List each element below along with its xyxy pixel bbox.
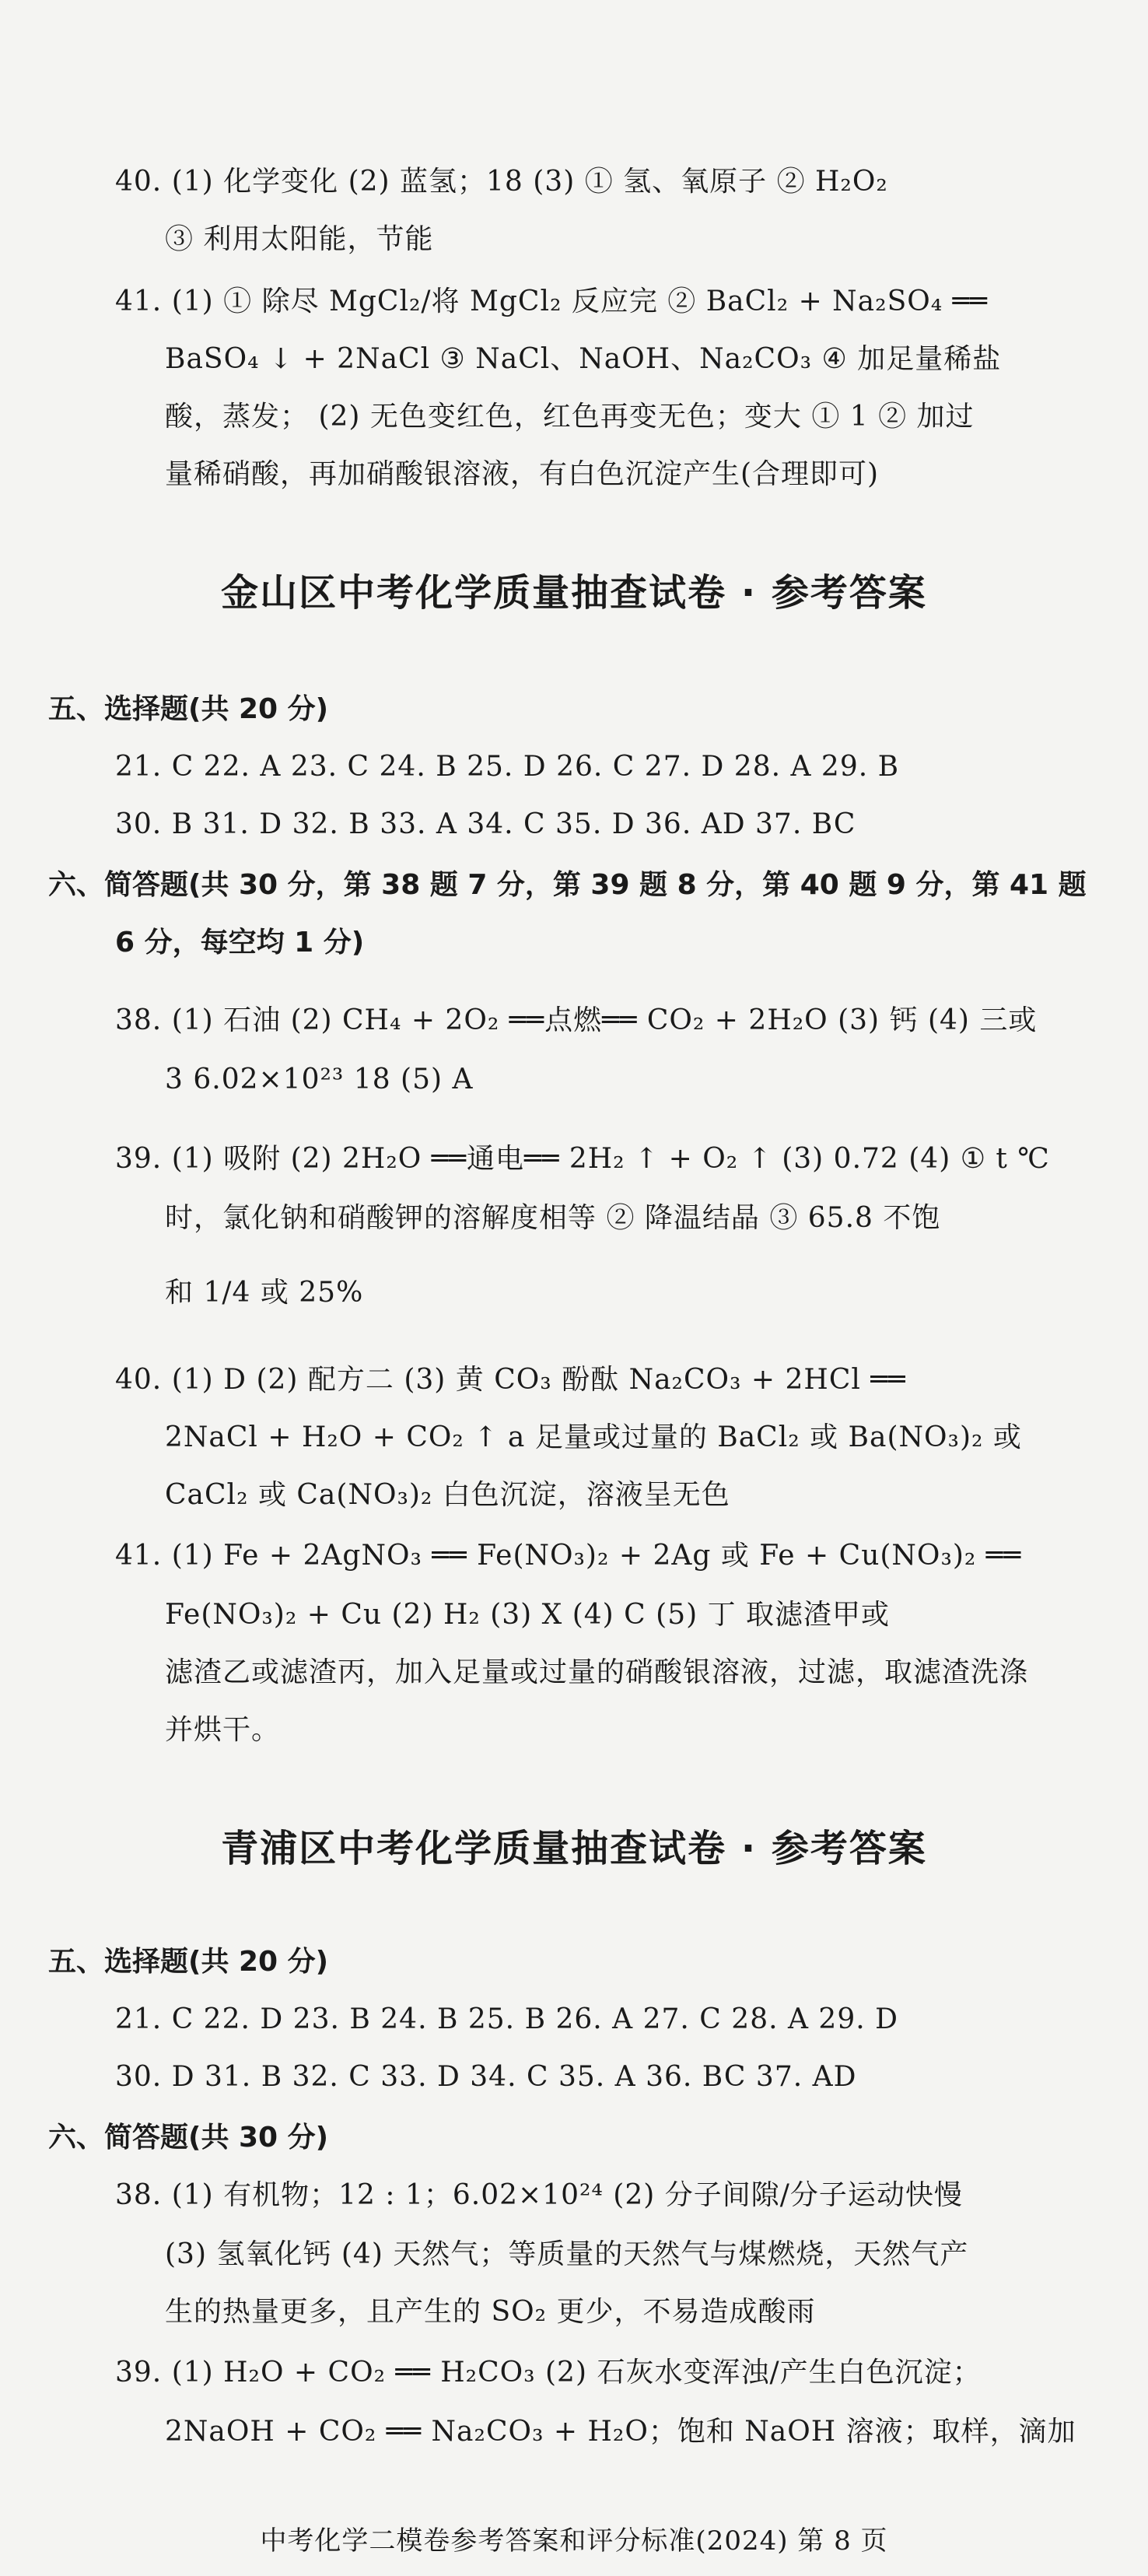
- section-heading-qingpu: 青浦区中考化学质量抽查试卷 · 参考答案: [221, 1827, 927, 1870]
- answer-line: 生的热量更多，且产生的 SO₂ 更少，不易造成酸雨: [165, 2296, 816, 2328]
- answer-line: 21. C 22. D 23. B 24. B 25. B 26. A 27. C 28. A 29. D: [115, 2003, 898, 2035]
- answer-line: 酸，蒸发； (2) 无色变红色，红色再变无色；变大 ① 1 ② 加过: [165, 401, 975, 433]
- answer-line: 38. (1) 石油 (2) CH₄ + 2O₂ ══点燃══ CO₂ + 2H₂O (3) 钙 (4) 三或: [115, 1004, 1038, 1036]
- answer-line: 2NaOH + CO₂ ══ Na₂CO₃ + H₂O；饱和 NaOH 溶液；取样，滴加: [165, 2416, 1076, 2448]
- answer-line: 39. (1) 吸附 (2) 2H₂O ══通电══ 2H₂ ↑ + O₂ ↑ (3) 0.72 (4) ① t ℃: [115, 1143, 1050, 1175]
- section-heading-jinshan: 金山区中考化学质量抽查试卷 · 参考答案: [221, 571, 927, 615]
- answer-line: 滤渣乙或滤渣丙，加入足量或过量的硝酸银溶液，过滤，取滤渣洗涤: [165, 1656, 1029, 1688]
- section-title: 五、选择题(共 20 分): [48, 693, 329, 725]
- answer-line: 并烘干。: [165, 1714, 281, 1746]
- answer-line: 21. C 22. A 23. C 24. B 25. D 26. C 27. D 28. A 29. B: [115, 751, 900, 783]
- answer-line: ③ 利用太阳能，节能: [165, 223, 434, 255]
- section-title-cont: 6 分，每空均 1 分): [115, 927, 365, 959]
- section-title: 六、简答题(共 30 分，第 38 题 7 分，第 39 题 8 分，第 40 题 9 分，第 41 题: [48, 869, 1087, 901]
- answer-line: 40. (1) 化学变化 (2) 蓝氢；18 (3) ① 氢、氧原子 ② H₂O₂: [115, 166, 888, 198]
- section-title: 五、选择题(共 20 分): [48, 1946, 329, 1978]
- page-footer: 中考化学二模卷参考答案和评分标准(2024) 第 8 页: [260, 2525, 888, 2557]
- answer-line: 量稀硝酸，再加硝酸银溶液，有白色沉淀产生(合理即可): [165, 458, 880, 490]
- answer-line: Fe(NO₃)₂ + Cu (2) H₂ (3) X (4) C (5) 丁 取滤渣甲或: [165, 1599, 891, 1631]
- answer-line: 38. (1) 有机物；12 : 1；6.02×10²⁴ (2) 分子间隙/分子运动快慢: [115, 2179, 963, 2211]
- answer-line: 30. D 31. B 32. C 33. D 34. C 35. A 36. BC 37. AD: [115, 2061, 857, 2093]
- answer-line: 3 6.02×10²³ 18 (5) A: [165, 1064, 474, 1095]
- answer-line: CaCl₂ 或 Ca(NO₃)₂ 白色沉淀，溶液呈无色: [165, 1479, 730, 1511]
- answer-line: 30. B 31. D 32. B 33. A 34. C 35. D 36. AD 37. BC: [115, 808, 856, 840]
- section-title: 六、简答题(共 30 分): [48, 2122, 329, 2154]
- answer-line: 41. (1) ① 除尽 MgCl₂/将 MgCl₂ 反应完 ② BaCl₂ + Na₂SO₄ ══: [115, 286, 988, 317]
- answer-line: 时，氯化钠和硝酸钾的溶解度相等 ② 降温结晶 ③ 65.8 不饱: [165, 1202, 941, 1234]
- answer-line: (3) 氢氧化钙 (4) 天然气；等质量的天然气与煤燃烧，天然气产: [165, 2238, 969, 2270]
- answer-line: 41. (1) Fe + 2AgNO₃ ══ Fe(NO₃)₂ + 2Ag 或 Fe + Cu(NO₃)₂ ══: [115, 1540, 1022, 1572]
- answer-line: BaSO₄ ↓ + 2NaCl ③ NaCl、NaOH、Na₂CO₃ ④ 加足量稀盐: [165, 343, 1002, 375]
- answer-line: 39. (1) H₂O + CO₂ ══ H₂CO₃ (2) 石灰水变浑浊/产生白色沉淀；: [115, 2357, 982, 2388]
- answer-line: 40. (1) D (2) 配方二 (3) 黄 CO₃ 酚酞 Na₂CO₃ + 2HCl ══: [115, 1364, 906, 1396]
- answer-line: 2NaCl + H₂O + CO₂ ↑ a 足量或过量的 BaCl₂ 或 Ba(NO₃)₂ 或: [165, 1421, 1022, 1453]
- answer-line: 和 1/4 或 25%: [165, 1277, 364, 1309]
